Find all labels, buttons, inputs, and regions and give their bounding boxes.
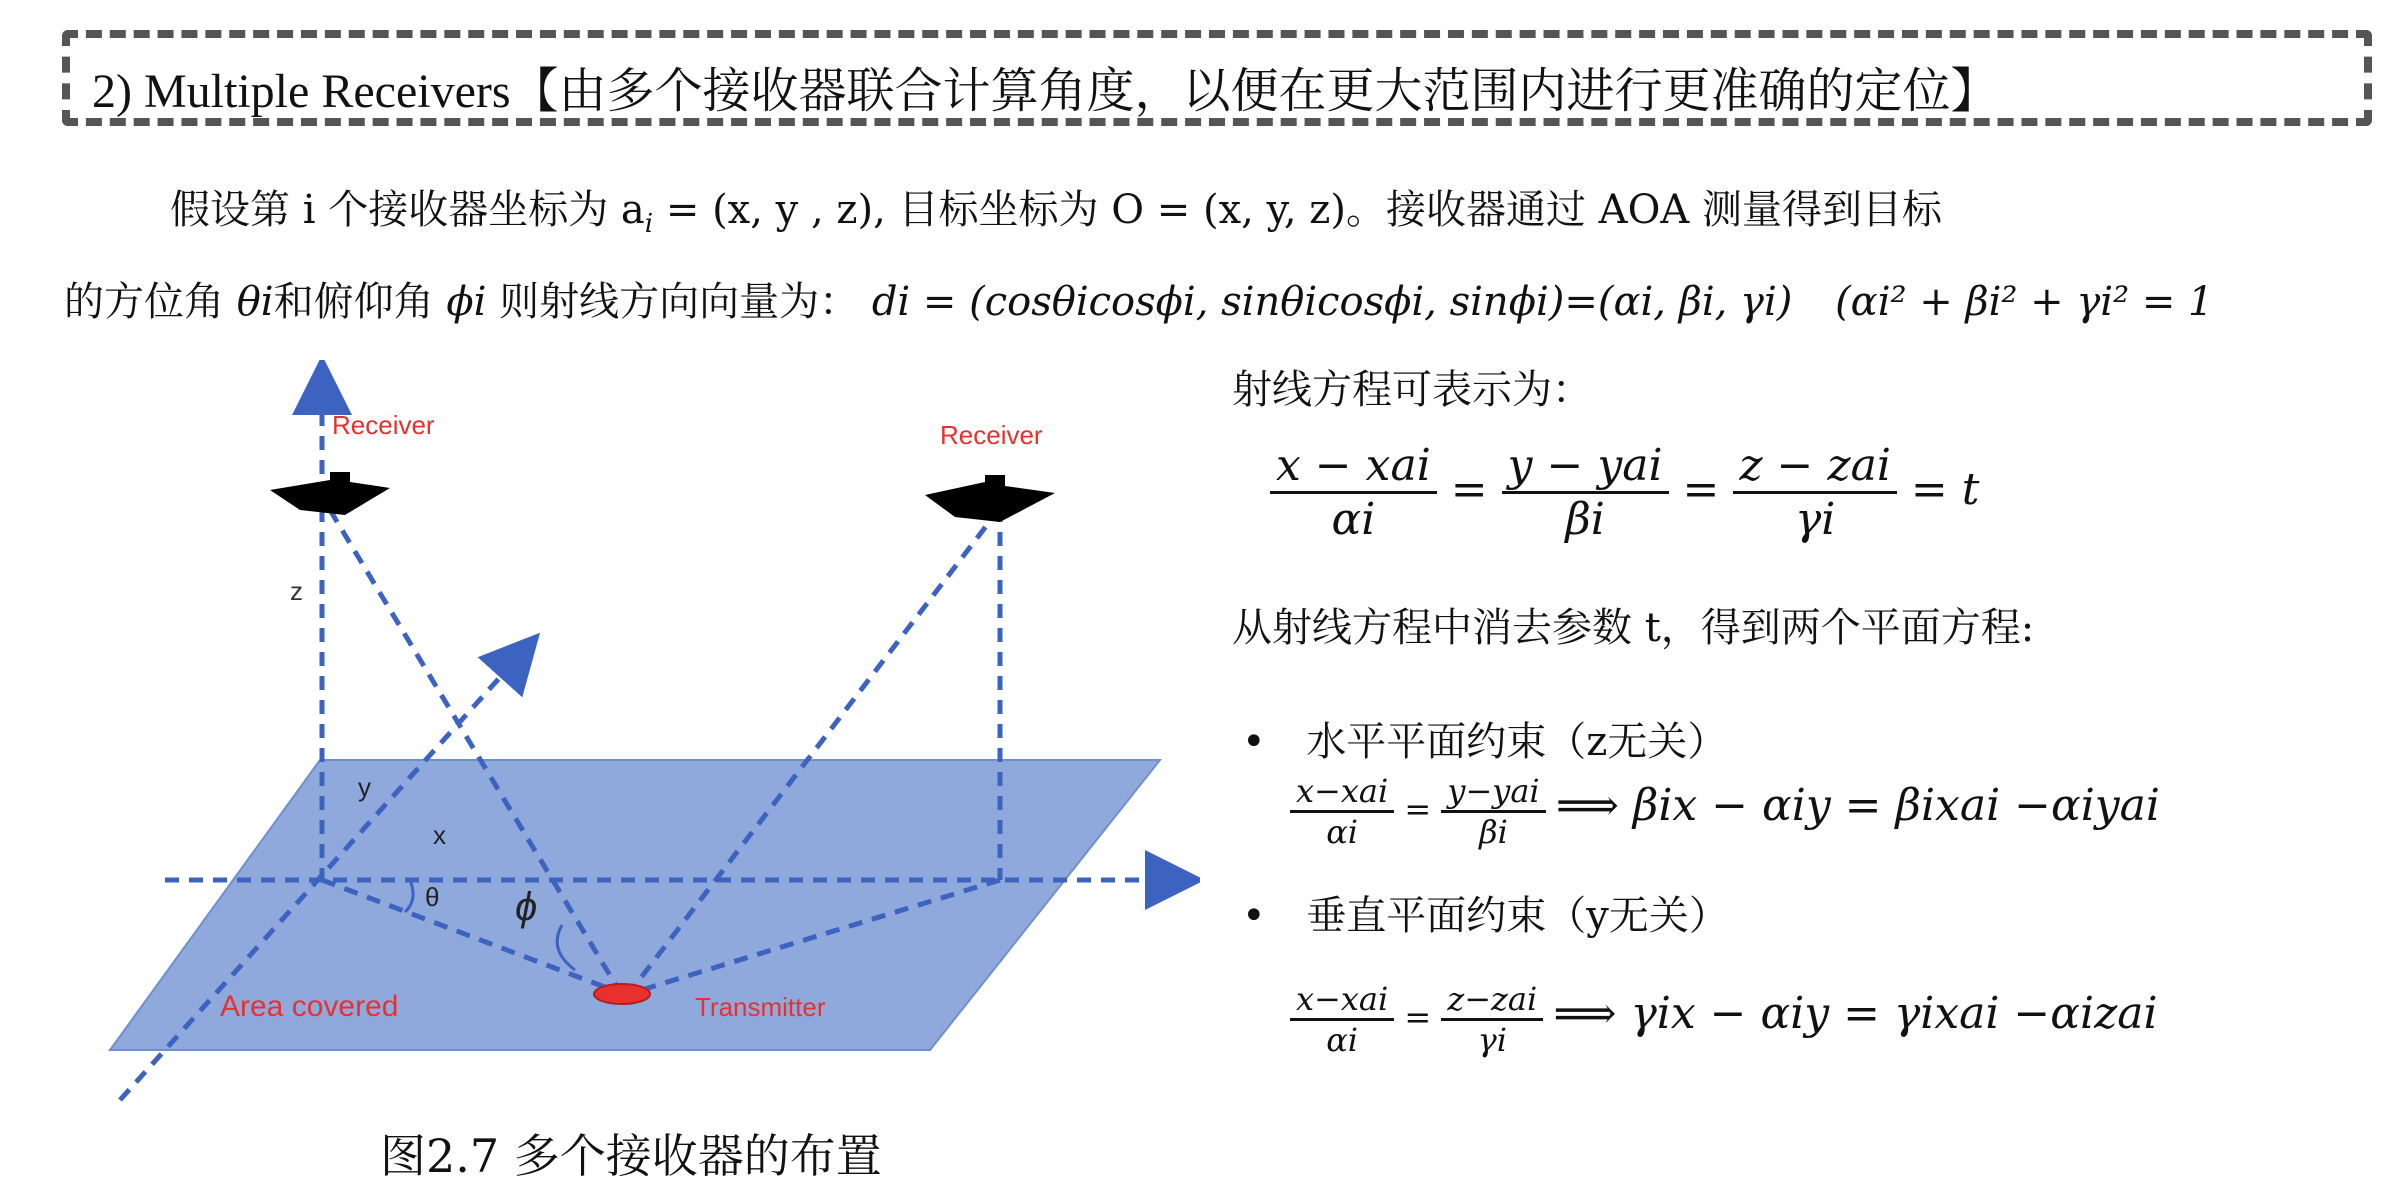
eq1-rhs: ⟹ βix − αiy = βixai −αiyai bbox=[1555, 780, 2160, 831]
eq2-num-2: z−zai bbox=[1441, 980, 1543, 1021]
eq2-den-1: αi bbox=[1326, 1021, 1359, 1059]
ray-eq-num-1: x − xai bbox=[1270, 440, 1437, 494]
phi-label: ϕ bbox=[515, 885, 538, 929]
section-title: 2) Multiple Receivers【由多个接收器联合计算角度，以便在更大范围内进行更准确的定位】 bbox=[92, 65, 1999, 118]
ray-eq-den-3: γi bbox=[1794, 494, 1836, 545]
vertical-plane-equation: $\frac{\text{x−xai}}{\alpha i}$ = $\frac{\text{z−zai}}{\gamma i}$ ⟹ γix − αiy = γixai −αizai bbox=[1290, 980, 2158, 1059]
eq1-num-2: y−yai bbox=[1441, 772, 1545, 813]
ray-equation: $\frac{\text{x − xai}}{\alpha i}$ = $\frac{\text{y − yai}}{\beta i}$ = $\frac{\text{z − zai}}{\gamma i}$ = t bbox=[1270, 440, 1979, 545]
receiver-layout-figure bbox=[0, 360, 1200, 1200]
ray-eq-rhs: = t bbox=[1910, 464, 1980, 515]
direction-vector-formula: di = (cosθicosϕi, sinθicosϕi, sinϕi)=(αi, βi, γi) bbox=[871, 279, 1793, 325]
eq2-rhs: ⟹ γix − αiy = γixai −αizai bbox=[1553, 988, 2158, 1039]
theta-symbol: θi bbox=[236, 279, 274, 325]
bullet-dot: • bbox=[1242, 719, 1266, 765]
y-label: y bbox=[358, 772, 371, 802]
eq1-num-1: x−xai bbox=[1290, 772, 1394, 813]
theta-label: θ bbox=[425, 882, 440, 912]
intro-line1-prefix: 假设第 i 个接收器坐标为 a bbox=[170, 187, 645, 233]
bullet-dot: • bbox=[1242, 893, 1266, 939]
phi-symbol: ϕi bbox=[446, 279, 487, 325]
intro-line-2 bbox=[64, 270, 2214, 327]
eq1-den-1: αi bbox=[1326, 813, 1359, 851]
figure-caption: 图2.7 多个接收器的布置 bbox=[380, 1129, 882, 1183]
ray-eq-num-3: z − zai bbox=[1733, 440, 1897, 494]
intro-line1-coord: = (x, y , z), bbox=[665, 187, 886, 233]
bullet-horizontal bbox=[1242, 710, 1727, 767]
eq2-num-1: x−xai bbox=[1290, 980, 1394, 1021]
x-label: x bbox=[433, 820, 446, 850]
area-covered-label: Area covered bbox=[220, 990, 399, 1023]
left-receiver-icon bbox=[270, 472, 390, 515]
intro-line-1: 假设第 i 个接收器坐标为 $a_i = (x$, y , z), 目标坐标为 O = (x, y, z)。接收器通过 AOA 测量得到目标 bbox=[170, 187, 1942, 239]
right-receiver-icon bbox=[925, 475, 1055, 522]
intro-line2-prefix: 的方位角 bbox=[64, 279, 224, 325]
intro-line2-mid: 和俯仰角 bbox=[273, 279, 434, 325]
receiver-left-label: Receiver bbox=[332, 410, 435, 440]
bullet-vertical bbox=[1242, 884, 1729, 941]
eq1-den-2: βi bbox=[1479, 813, 1508, 851]
transmitter-label: Transmitter bbox=[695, 992, 826, 1022]
ray-eq-num-2: y − yai bbox=[1502, 440, 1669, 494]
eliminate-label: 从射线方程中消去参数 t，得到两个平面方程: bbox=[1232, 605, 2035, 651]
z-label: z bbox=[290, 576, 303, 606]
bullet2-text: 垂直平面约束（y无关） bbox=[1306, 893, 1729, 939]
receiver-right-label: Receiver bbox=[940, 420, 1043, 450]
intro-line2-ray: 则射线方向向量为： bbox=[499, 279, 860, 325]
transmitter-icon bbox=[594, 984, 650, 1004]
ray-equation-label: 射线方程可表示为： bbox=[1232, 367, 1592, 413]
eq2-den-2: γi bbox=[1477, 1021, 1507, 1059]
horizontal-plane-equation: $\frac{\text{x−xai}}{\alpha i}$ = $\frac{\text{y−yai}}{\beta i}$ ⟹ βix − αiy = βixai −αiyai bbox=[1290, 772, 2160, 851]
intro-line1-target: 目标坐标为 O = (x, y, z)。接收器通过 AOA 测量得到目标 bbox=[898, 187, 1942, 233]
bullet1-text: 水平平面约束（z无关） bbox=[1306, 719, 1728, 765]
unit-constraint: (αi² + βi² + γi² = 1 bbox=[1835, 279, 2214, 325]
ray-eq-den-2: βi bbox=[1565, 494, 1605, 545]
ray-eq-den-1: αi bbox=[1331, 494, 1376, 545]
